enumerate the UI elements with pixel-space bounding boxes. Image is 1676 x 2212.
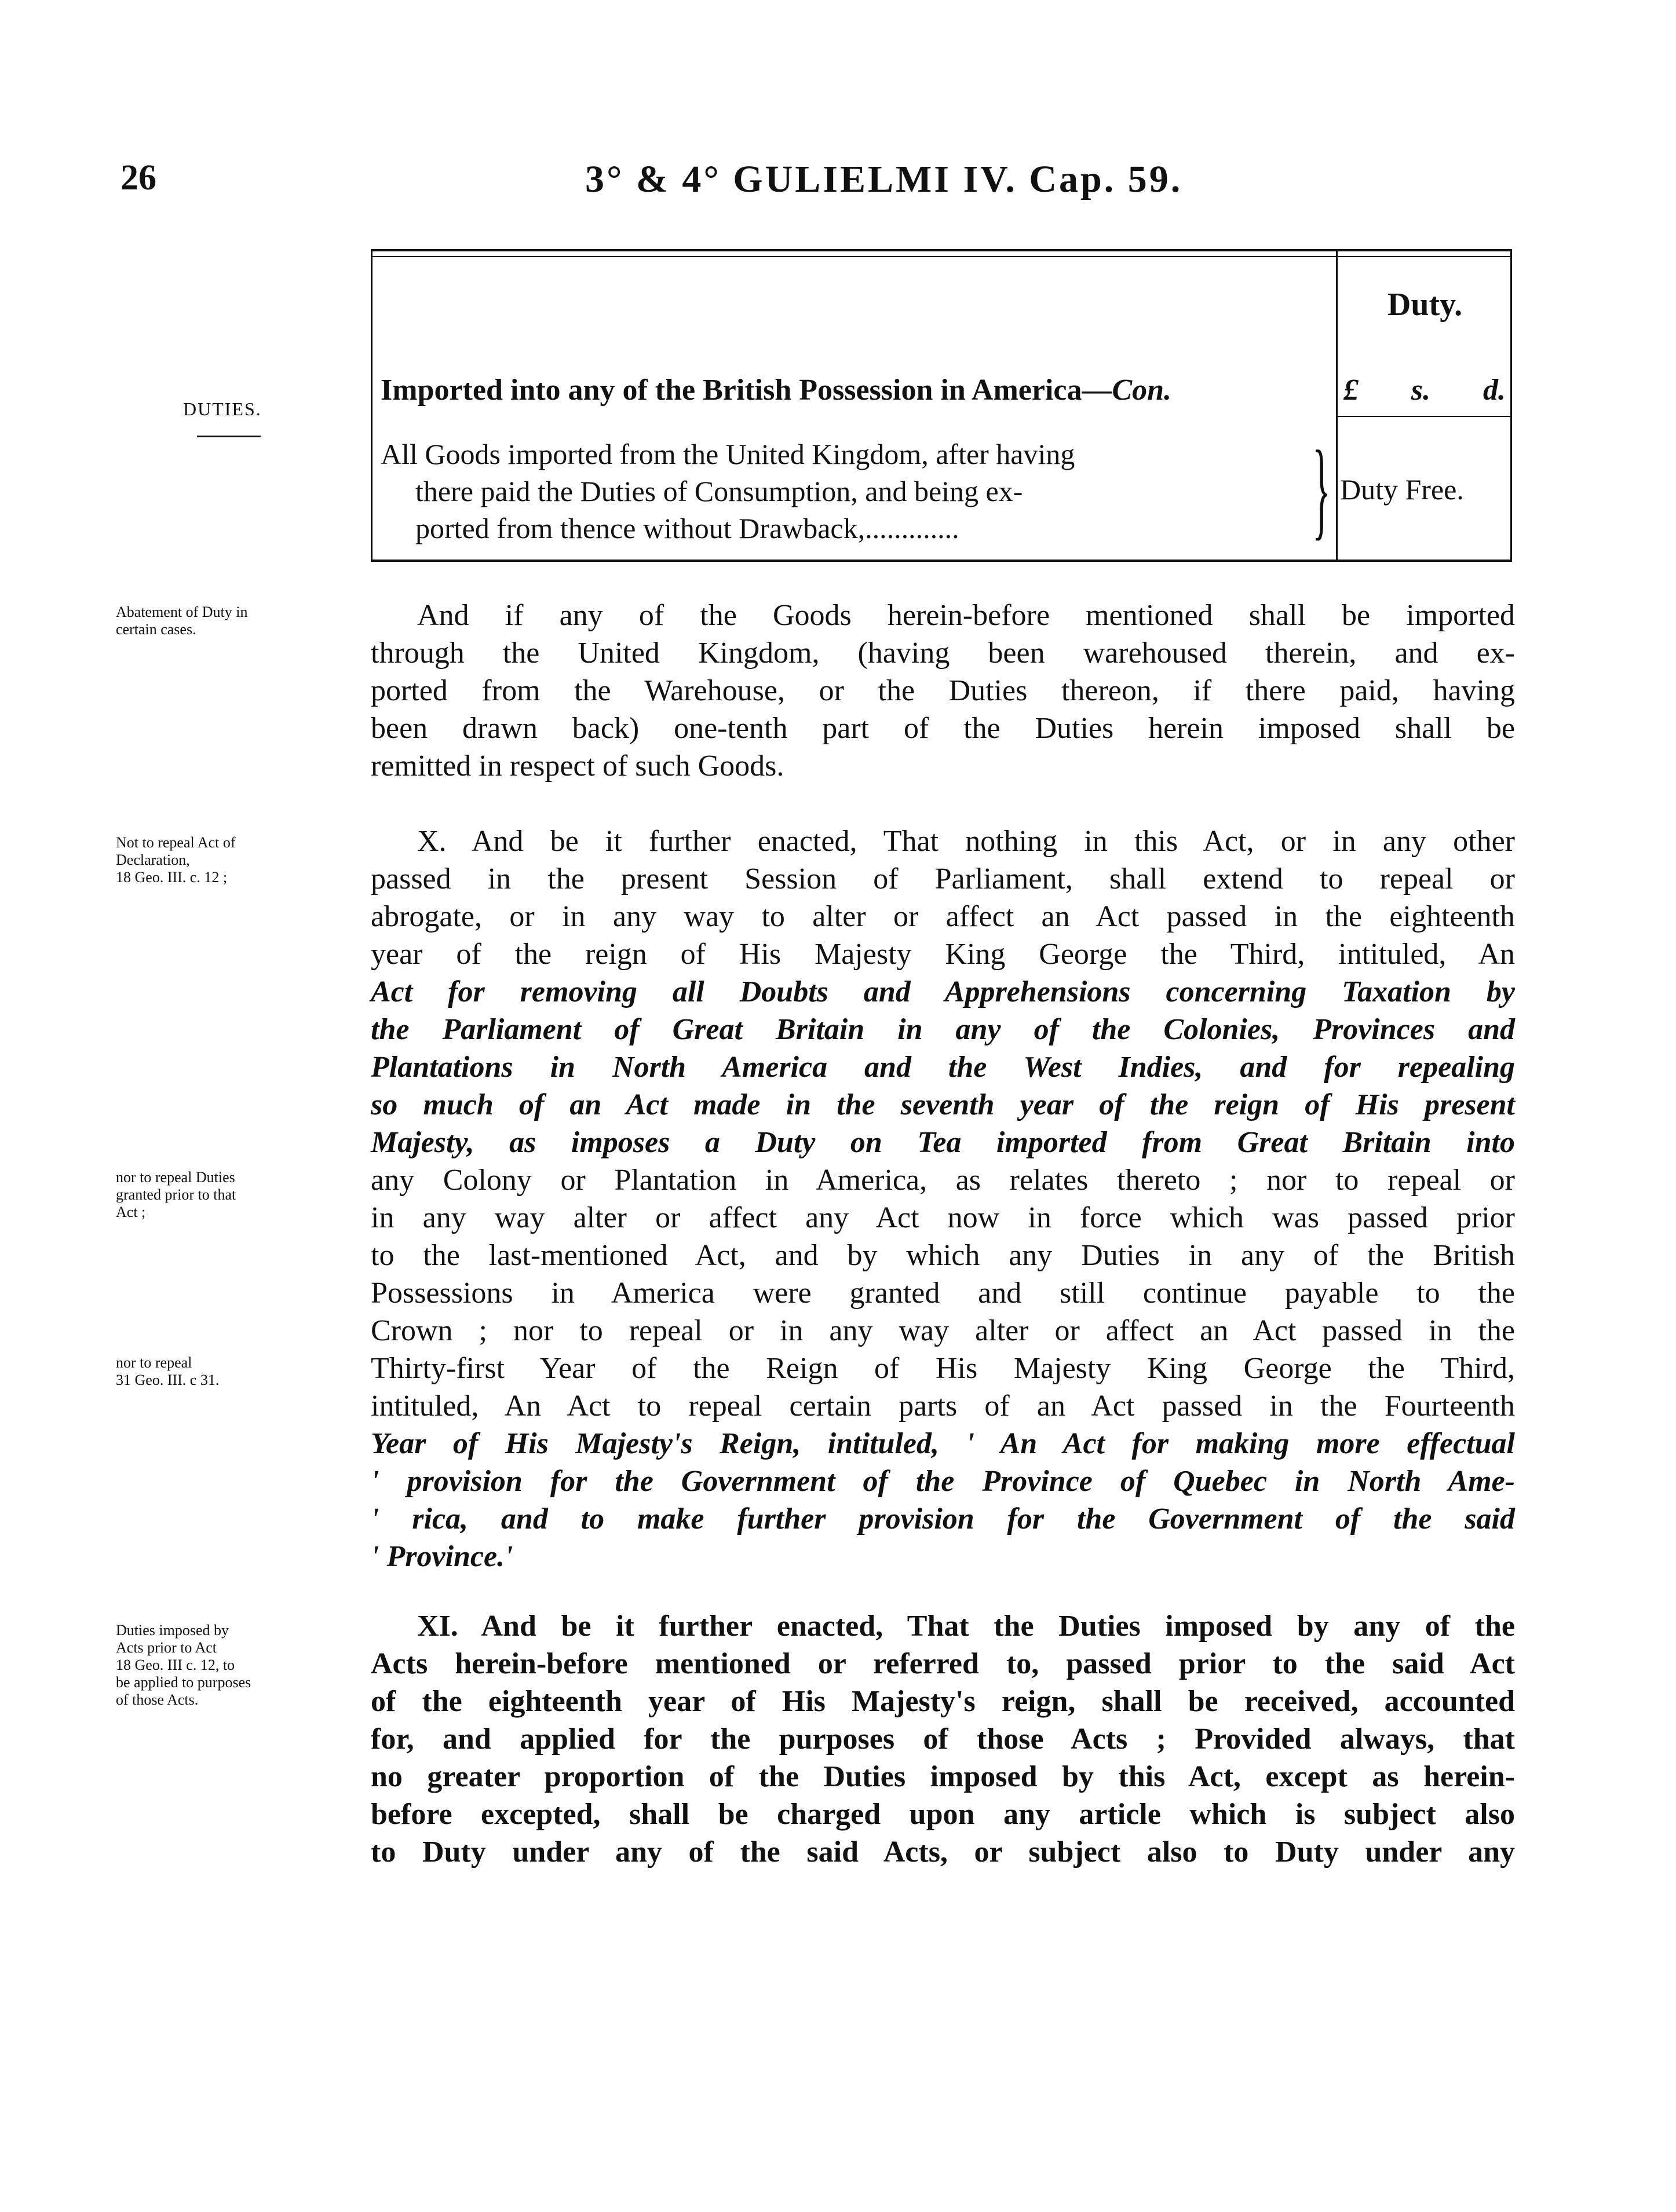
margin-note-31-geo	[116, 1354, 219, 1389]
paragraph-line: Possessions in America were granted and still continue payable to the	[371, 1277, 1515, 1310]
paragraph-line: passed in the present Session of Parliament, shall extend to repeal or	[371, 862, 1515, 895]
paragraph-line: Plantations in North America and the West Indies, and for repealing	[371, 1051, 1515, 1084]
row-heading-continued: Con.	[1112, 374, 1172, 407]
margin-note-line: nor to repeal Duties	[116, 1169, 235, 1186]
table-double-rule	[373, 256, 1512, 257]
margin-note-line: granted prior to that	[116, 1186, 236, 1203]
margin-note-line: Not to repeal Act of	[116, 834, 236, 851]
table-row-value: Duty Free.	[1340, 473, 1464, 506]
margin-rule	[197, 436, 261, 437]
pounds-symbol: £	[1343, 374, 1359, 407]
paragraph-line: ' rica, and to make further provision for the Government of the said	[371, 1502, 1515, 1535]
paragraph-line: any Colony or Plantation in America, as relates thereto ; nor to repeal or	[371, 1164, 1515, 1197]
paragraph-line: ' Province.'	[371, 1540, 513, 1573]
margin-note-line: certain cases.	[116, 621, 196, 638]
paragraph-line: ' provision for the Government of the Province of Quebec in North Ame-	[371, 1465, 1515, 1498]
currency-rule	[1336, 416, 1512, 417]
brace-icon: }	[1312, 429, 1331, 550]
paragraph-line: Acts herein-before mentioned or referred to, passed prior to the said Act	[371, 1647, 1515, 1680]
margin-note-line: of those Acts.	[116, 1691, 199, 1708]
duty-table	[371, 249, 1512, 562]
pence-symbol: d.	[1483, 374, 1506, 407]
shillings-symbol: s.	[1411, 374, 1431, 407]
duty-column-header: Duty.	[1387, 287, 1463, 323]
paragraph-line: before excepted, shall be charged upon any article which is subject also	[371, 1798, 1515, 1831]
paragraph-section-x	[371, 822, 1515, 1575]
currency-units	[1343, 373, 1506, 407]
margin-section-label: DUTIES.	[183, 398, 262, 419]
margin-note-duties-applied	[116, 1622, 251, 1709]
paragraph-line: Thirty-first Year of the Reign of His Majesty King George the Third,	[371, 1352, 1515, 1385]
paragraph-line: so much of an Act made in the seventh year of the reign of His present	[371, 1088, 1515, 1121]
paragraph-line: Act for removing all Doubts and Apprehensions concerning Taxation by	[371, 975, 1515, 1008]
table-row-line: there paid the Duties of Consumption, and being ex-	[415, 475, 1023, 507]
running-title: 3° & 4° GULIELMI IV. Cap. 59.	[585, 158, 1183, 200]
margin-note-line: Acts prior to Act	[116, 1639, 217, 1656]
margin-note-line: Duties imposed by	[116, 1622, 229, 1639]
paragraph-line: the Parliament of Great Britain in any of the Colonies, Provinces and	[371, 1013, 1515, 1046]
paragraph-line: for, and applied for the purposes of those Acts ; Provided always, that	[371, 1723, 1515, 1756]
paragraph-line: XI. And be it further enacted, That the Duties imposed by any of the	[417, 1610, 1515, 1643]
paragraph-line: to the last-mentioned Act, and by which any Duties in any of the British	[371, 1239, 1515, 1272]
paragraph-line: year of the reign of His Majesty King George the Third, intituled, An	[371, 938, 1515, 971]
table-row-line: All Goods imported from the United Kingdom, after having	[381, 438, 1075, 470]
paragraph-line: of the eighteenth year of His Majesty's reign, shall be received, accounted	[371, 1685, 1515, 1718]
margin-note-line: Abatement of Duty in	[116, 604, 248, 620]
table-row-heading	[381, 373, 1171, 407]
margin-note-line: Act ;	[116, 1204, 146, 1220]
paragraph-line: ported from the Warehouse, or the Duties thereon, if there paid, having	[371, 674, 1515, 707]
table-row-line: ported from thence without Drawback,.............	[415, 512, 959, 544]
paragraph-line: Crown ; nor to repeal or in any way alter or affect an Act passed in the	[371, 1314, 1515, 1347]
margin-note-line: 18 Geo. III. c. 12 ;	[116, 869, 228, 886]
paragraph-abatement	[371, 597, 1515, 785]
paragraph-line: intituled, An Act to repeal certain parts of an Act passed in the Fourteenth	[371, 1390, 1515, 1423]
paragraph-line: no greater proportion of the Duties imposed by this Act, except as herein-	[371, 1760, 1515, 1793]
margin-note-prior-duties	[116, 1169, 236, 1221]
paragraph-line: abrogate, or in any way to alter or affect an Act passed in the eighteenth	[371, 900, 1515, 933]
paragraph-line: X. And be it further enacted, That nothing in this Act, or in any other	[417, 825, 1515, 858]
paragraph-line: been drawn back) one-tenth part of the Duties herein imposed shall be	[371, 712, 1515, 745]
paragraph-line: in any way alter or affect any Act now in force which was passed prior	[371, 1201, 1515, 1234]
paragraph-line: Majesty, as imposes a Duty on Tea imported from Great Britain into	[371, 1126, 1515, 1159]
row-heading-text: Imported into any of the British Possession in America—	[381, 374, 1112, 407]
margin-note-line: nor to repeal	[116, 1354, 192, 1371]
page-header	[0, 158, 1676, 210]
margin-note-line: 31 Geo. III. c 31.	[116, 1372, 220, 1388]
paragraph-line: to Duty under any of the said Acts, or subject also to Duty under any	[371, 1836, 1515, 1869]
table-row-text	[381, 436, 1308, 547]
margin-note-abatement	[116, 604, 247, 638]
paragraph-line: remitted in respect of such Goods.	[371, 749, 784, 783]
paragraph-line: Year of His Majesty's Reign, intituled, ' An Act for making more effectual	[371, 1427, 1515, 1460]
margin-note-line: Declaration,	[116, 851, 190, 868]
paragraph-line: through the United Kingdom, (having been warehoused therein, and ex-	[371, 637, 1515, 670]
margin-note-line: 18 Geo. III c. 12, to	[116, 1657, 235, 1673]
paragraph-section-xi	[371, 1607, 1515, 1871]
margin-note-line: be applied to purposes	[116, 1674, 251, 1691]
page-number: 26	[121, 158, 156, 198]
paragraph-line: And if any of the Goods herein-before mentioned shall be imported	[417, 599, 1515, 632]
margin-note-declaration	[116, 834, 236, 886]
